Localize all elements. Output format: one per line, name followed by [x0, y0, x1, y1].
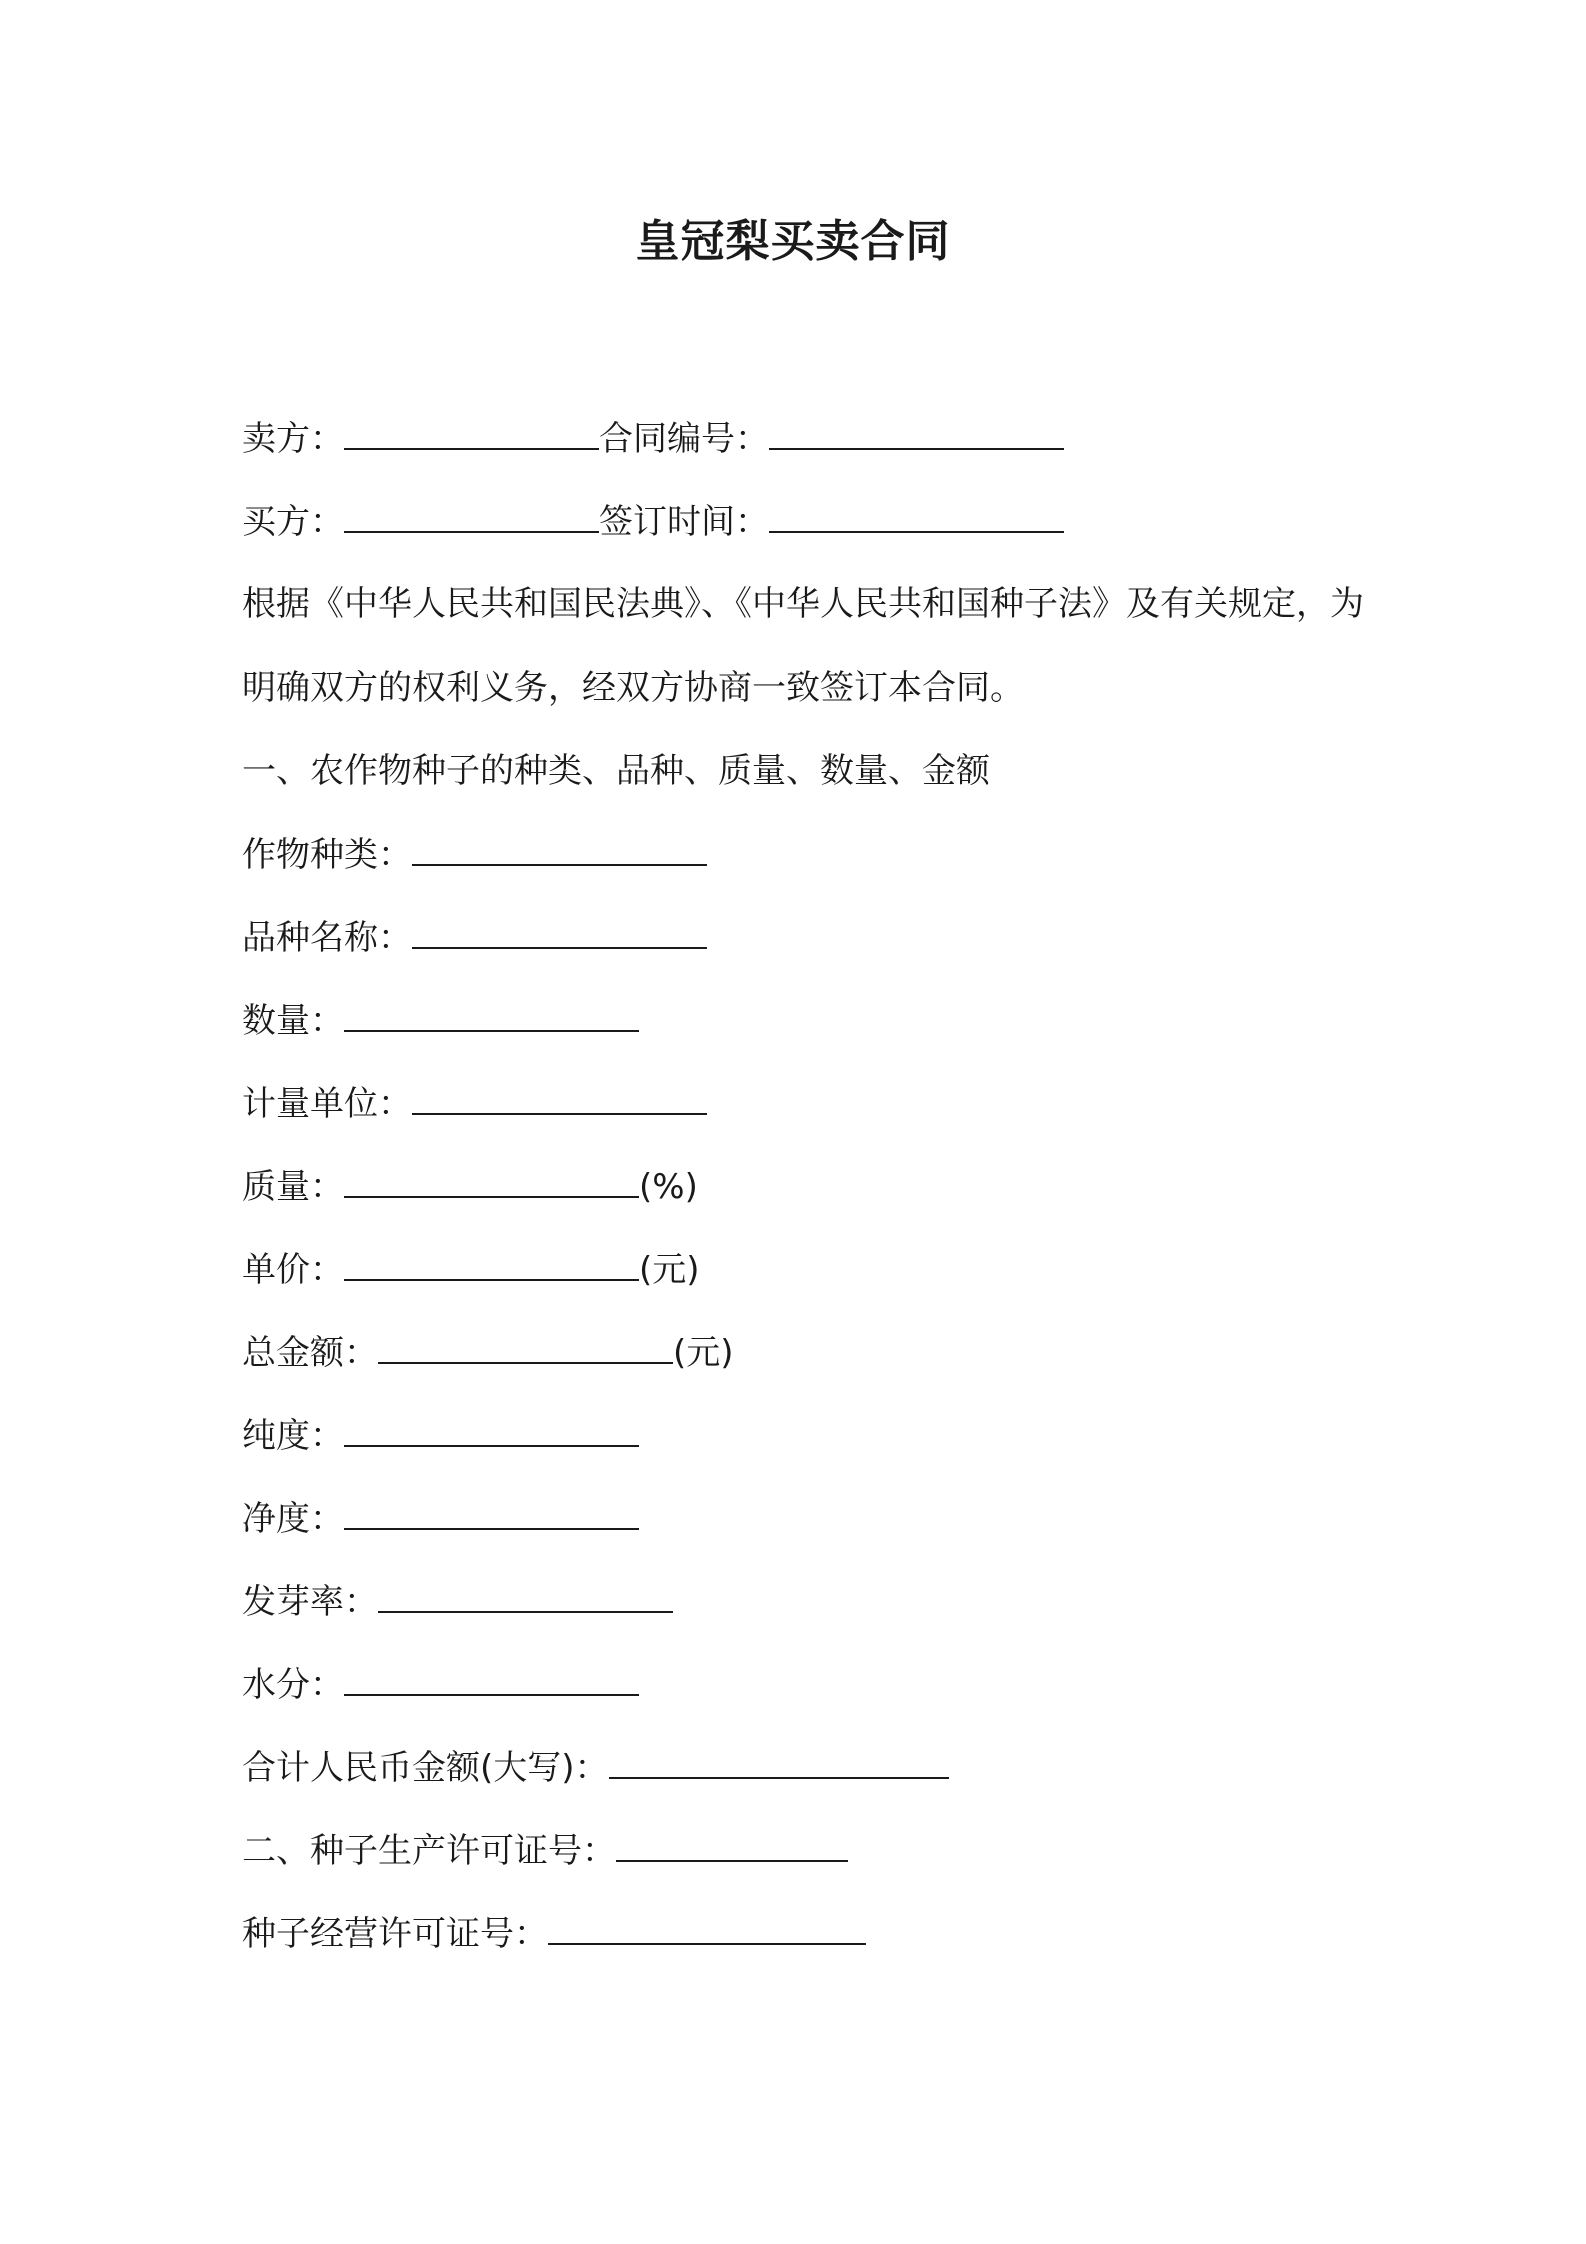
unit-price-unit: (元)	[639, 1250, 700, 1290]
quantity-blank[interactable]	[344, 996, 639, 1032]
seller-line	[242, 414, 1372, 462]
quality-line	[242, 1162, 1372, 1210]
seller-label: 卖方：	[242, 419, 344, 459]
germination-blank[interactable]	[378, 1577, 673, 1613]
moisture-blank[interactable]	[344, 1660, 639, 1696]
total-line	[242, 1328, 1372, 1376]
buyer-label: 买方：	[242, 502, 344, 542]
quality-label: 质量：	[242, 1167, 344, 1207]
buyer-blank[interactable]	[344, 497, 599, 533]
unit-price-blank[interactable]	[344, 1245, 639, 1281]
moisture-label: 水分：	[242, 1665, 344, 1705]
contract-body	[242, 414, 1372, 1992]
unit-price-label: 单价：	[242, 1250, 344, 1290]
quantity-line	[242, 996, 1372, 1044]
crop-type-line	[242, 830, 1372, 878]
quality-unit: (%)	[639, 1167, 698, 1207]
business-license-label: 种子经营许可证号：	[242, 1914, 548, 1954]
variety-blank[interactable]	[412, 913, 707, 949]
sign-time-blank[interactable]	[769, 497, 1064, 533]
variety-line	[242, 913, 1372, 961]
variety-label: 品种名称：	[242, 918, 412, 958]
intro-paragraph: 根据《中华人民共和国民法典》、《中华人民共和国种子法》及有关规定，为明确双方的权利义务，经双方协商一致签订本合同。	[242, 584, 1364, 708]
total-blank[interactable]	[378, 1328, 673, 1364]
unit-line	[242, 1079, 1372, 1127]
purity-line	[242, 1411, 1372, 1459]
crop-type-blank[interactable]	[412, 830, 707, 866]
production-license-blank[interactable]	[616, 1826, 848, 1862]
unit-label: 计量单位：	[242, 1084, 412, 1124]
business-license-line	[242, 1909, 1372, 1957]
buyer-line	[242, 497, 1372, 545]
cleanliness-label: 净度：	[242, 1499, 344, 1539]
germination-line	[242, 1577, 1372, 1625]
rmb-total-label: 合计人民币金额(大写)：	[242, 1748, 609, 1788]
document-title: 皇冠梨买卖合同	[635, 216, 951, 267]
total-unit: (元)	[673, 1333, 734, 1373]
business-license-blank[interactable]	[548, 1909, 866, 1945]
purity-blank[interactable]	[344, 1411, 639, 1447]
section2-heading: 二、种子生产许可证号：	[242, 1831, 616, 1871]
cleanliness-blank[interactable]	[344, 1494, 639, 1530]
rmb-total-line	[242, 1743, 1372, 1791]
total-label: 总金额：	[242, 1333, 378, 1373]
seller-blank[interactable]	[344, 414, 599, 450]
sign-time-label: 签订时间：	[599, 502, 769, 542]
quantity-label: 数量：	[242, 1001, 344, 1041]
moisture-line	[242, 1660, 1372, 1708]
unit-blank[interactable]	[412, 1079, 707, 1115]
section2-line	[242, 1826, 1372, 1874]
germination-label: 发芽率：	[242, 1582, 378, 1622]
purity-label: 纯度：	[242, 1416, 344, 1456]
quality-blank[interactable]	[344, 1162, 639, 1198]
contract-no-blank[interactable]	[769, 414, 1064, 450]
cleanliness-line	[242, 1494, 1372, 1542]
section1-heading: 一、农作物种子的种类、品种、质量、数量、金额	[242, 751, 990, 791]
unit-price-line	[242, 1245, 1372, 1293]
contract-no-label: 合同编号：	[599, 419, 769, 459]
rmb-total-blank[interactable]	[609, 1743, 949, 1779]
crop-type-label: 作物种类：	[242, 835, 412, 875]
